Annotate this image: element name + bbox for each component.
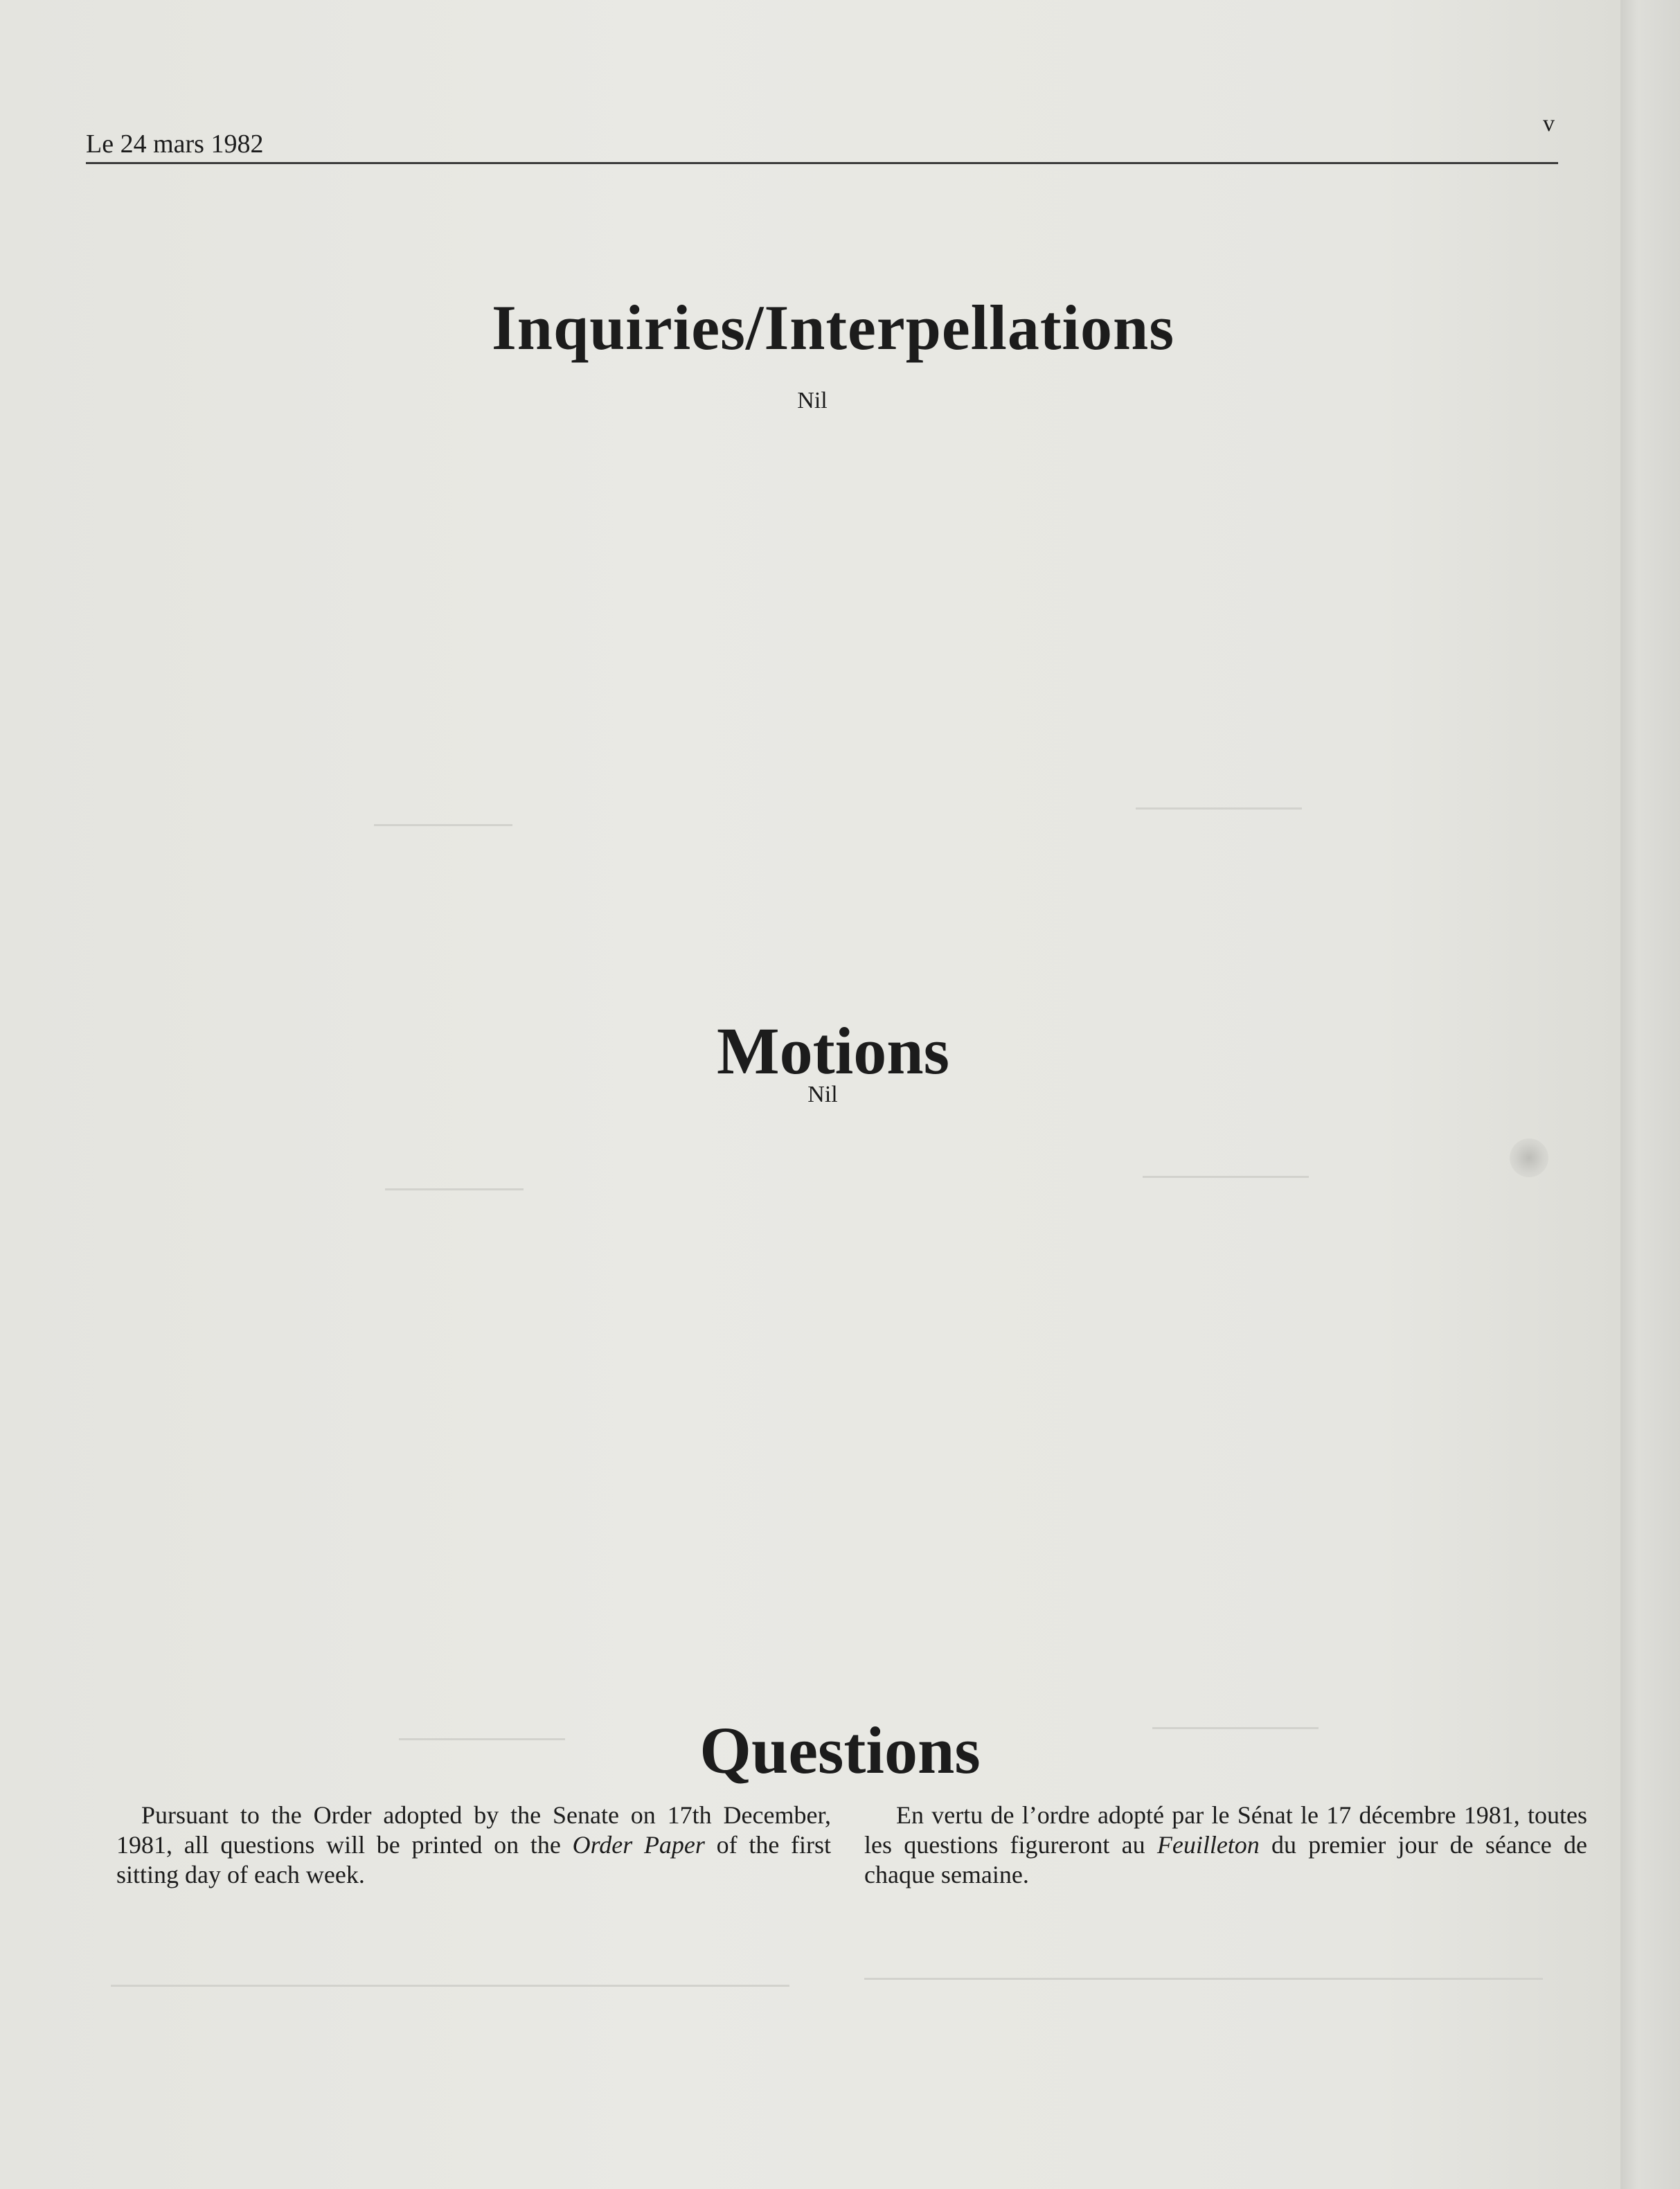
bleed-through-rule [1136, 807, 1302, 810]
paragraph-text: du premier jour de séance de chaque semaine. [864, 1831, 1587, 1888]
paragraph-italic: Feuilleton [1156, 1831, 1260, 1859]
questions-title: Questions [699, 1713, 981, 1787]
paper-stain [1510, 1138, 1548, 1177]
bleed-through-rule [385, 1188, 524, 1190]
bleed-through-rule [1143, 1176, 1309, 1178]
inquiries-content: Nil [797, 388, 828, 413]
motions-title: Motions [717, 1014, 949, 1088]
questions-paragraph-french [864, 1801, 1587, 1890]
bleed-through-rule [864, 1978, 1543, 1980]
inquiries-title: Inquiries/Interpellations [491, 292, 1174, 363]
paragraph-italic: Order Paper [572, 1831, 705, 1859]
header-rule [86, 162, 1558, 164]
bleed-through-rule [374, 824, 512, 826]
questions-paragraph-english [116, 1801, 831, 1890]
paragraph-text: Pursuant to the Order adopted by the Senate on 17th December, 1981, all questions will be printed on the [116, 1801, 831, 1859]
header-date: Le 24 mars 1982 [86, 129, 264, 159]
paragraph-text: of the first sitting day of each week. [116, 1831, 832, 1888]
bleed-through-rule [111, 1985, 789, 1987]
paragraph-text: En vertu de l’ordre adopté par le Sénat le 17 décembre 1981, toutes les questions figureront au [864, 1801, 1587, 1859]
page-number: v [1543, 111, 1555, 136]
motions-content: Nil [807, 1082, 838, 1107]
